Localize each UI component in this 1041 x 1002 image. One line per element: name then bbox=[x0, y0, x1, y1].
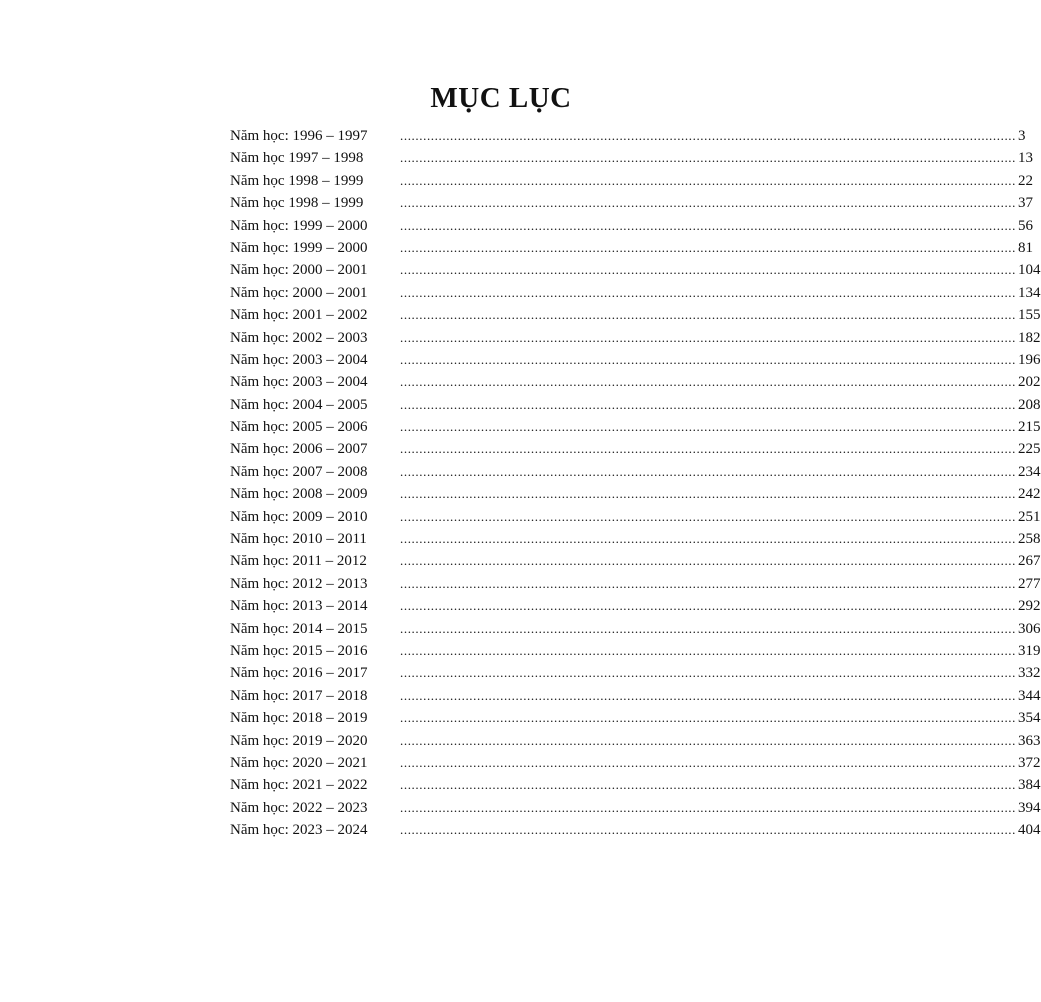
toc-entry bbox=[230, 282, 1041, 304]
toc-dot-leader bbox=[400, 170, 1033, 192]
toc-entry-page-number: 155 bbox=[1016, 304, 1041, 326]
toc-entry-label: Năm học: 2014 – 2015 bbox=[230, 620, 368, 637]
toc-dot-leader bbox=[400, 192, 1033, 214]
toc-entry bbox=[230, 730, 1041, 752]
toc-entry bbox=[230, 215, 1033, 237]
toc-entry-label: Năm học: 2022 – 2023 bbox=[230, 799, 368, 816]
toc-dots: ................................................................................................................................................................ bbox=[400, 419, 1016, 435]
page-title: MỤC LỤC bbox=[430, 82, 572, 114]
toc-entry-label: Năm học: 2015 – 2016 bbox=[230, 642, 368, 659]
toc-entry bbox=[230, 550, 1041, 572]
toc-dots: ................................................................................................................................................................ bbox=[400, 128, 1016, 143]
toc-entry bbox=[230, 349, 1041, 371]
toc-dot-leader bbox=[400, 438, 1041, 460]
toc-entry bbox=[230, 662, 1041, 684]
toc-dots: ................................................................................................................................................................ bbox=[400, 553, 1016, 569]
toc-entry-page-number: 208 bbox=[1016, 394, 1041, 416]
toc-entry-label: Năm học: 2012 – 2013 bbox=[230, 575, 368, 592]
toc-dots: ................................................................................................................................................................ bbox=[400, 665, 1016, 681]
toc-dot-leader bbox=[400, 618, 1041, 640]
toc-entry bbox=[230, 752, 1041, 774]
toc-dots: ................................................................................................................................................................ bbox=[400, 284, 1016, 300]
toc-dots: ................................................................................................................................................................ bbox=[400, 687, 1016, 703]
toc-entry-label: Năm học: 1999 – 2000 bbox=[230, 217, 368, 234]
toc-dot-leader bbox=[400, 282, 1041, 304]
toc-entry-page-number: 196 bbox=[1016, 349, 1041, 371]
toc-entry bbox=[230, 237, 1033, 259]
toc-dots: ................................................................................................................................................................ bbox=[400, 351, 1016, 367]
toc-entry-label: Năm học: 2004 – 2005 bbox=[230, 396, 368, 413]
toc-dots: ................................................................................................................................................................ bbox=[400, 598, 1016, 614]
toc-entry-label: Năm học: 2010 – 2011 bbox=[230, 531, 367, 548]
toc-dot-leader bbox=[400, 752, 1041, 774]
toc-entry-page-number: 22 bbox=[1016, 170, 1033, 192]
toc-dots: ................................................................................................................................................................ bbox=[400, 777, 1016, 793]
toc-dot-leader bbox=[400, 819, 1041, 841]
toc-dot-leader bbox=[400, 685, 1041, 707]
toc-entry-label: Năm học: 2000 – 2001 bbox=[230, 262, 368, 279]
toc-entry-label: Năm học: 2003 – 2004 bbox=[230, 374, 368, 391]
toc-entry-page-number: 182 bbox=[1016, 327, 1041, 349]
toc-entry-page-number: 134 bbox=[1016, 282, 1041, 304]
toc-dots: ................................................................................................................................................................ bbox=[400, 396, 1016, 412]
toc-entry-label: Năm học: 2011 – 2012 bbox=[230, 553, 367, 570]
toc-entry-page-number: 372 bbox=[1016, 752, 1041, 774]
toc-dots: ................................................................................................................................................................ bbox=[400, 150, 1016, 166]
toc-dots: ................................................................................................................................................................ bbox=[400, 374, 1016, 390]
toc-entry-label: Năm học: 2003 – 2004 bbox=[230, 351, 368, 368]
table-of-contents bbox=[230, 125, 1041, 842]
toc-entry-page-number: 242 bbox=[1016, 483, 1041, 505]
toc-entry-page-number: 344 bbox=[1016, 685, 1041, 707]
toc-entry-label: Năm học: 2016 – 2017 bbox=[230, 665, 368, 682]
toc-entry-page-number: 306 bbox=[1016, 618, 1041, 640]
toc-entry-page-number: 56 bbox=[1016, 215, 1033, 237]
toc-entry-label: Năm học: 2021 – 2022 bbox=[230, 777, 368, 794]
toc-entry-label: Năm học: 2013 – 2014 bbox=[230, 598, 368, 615]
toc-entry-page-number: 234 bbox=[1016, 461, 1041, 483]
toc-dot-leader bbox=[400, 640, 1041, 662]
toc-entry-page-number: 319 bbox=[1016, 640, 1041, 662]
toc-dot-leader bbox=[400, 483, 1041, 505]
toc-entry-label: Năm học: 2000 – 2001 bbox=[230, 284, 368, 301]
toc-dot-leader bbox=[400, 304, 1041, 326]
toc-entry bbox=[230, 416, 1041, 438]
toc-dot-leader bbox=[400, 215, 1033, 237]
toc-entry bbox=[230, 797, 1041, 819]
toc-dots: ................................................................................................................................................................ bbox=[400, 486, 1016, 502]
toc-entry bbox=[230, 595, 1041, 617]
toc-dots: ................................................................................................................................................................ bbox=[400, 262, 1016, 278]
toc-dots: ................................................................................................................................................................ bbox=[400, 799, 1016, 815]
toc-dots: ................................................................................................................................................................ bbox=[400, 239, 1016, 255]
toc-entry-label: Năm học: 2001 – 2002 bbox=[230, 307, 368, 324]
toc-dot-leader bbox=[400, 595, 1041, 617]
toc-dot-leader bbox=[400, 730, 1041, 752]
toc-entry-page-number: 277 bbox=[1016, 573, 1041, 595]
toc-entry-page-number: 81 bbox=[1016, 237, 1033, 259]
toc-dots: ................................................................................................................................................................ bbox=[400, 217, 1016, 233]
toc-dots: ................................................................................................................................................................ bbox=[400, 195, 1016, 211]
toc-dot-leader bbox=[400, 394, 1041, 416]
toc-entry bbox=[230, 327, 1041, 349]
toc-entry bbox=[230, 371, 1041, 393]
toc-dots: ................................................................................................................................................................ bbox=[400, 620, 1016, 636]
toc-entry-page-number: 258 bbox=[1016, 528, 1041, 550]
toc-entry bbox=[230, 125, 1026, 147]
toc-dot-leader bbox=[400, 237, 1033, 259]
toc-entry-label: Năm học: 2005 – 2006 bbox=[230, 419, 368, 436]
toc-dot-leader bbox=[400, 259, 1041, 281]
toc-entry-label: Năm học: 1999 – 2000 bbox=[230, 239, 368, 256]
toc-entry-page-number: 267 bbox=[1016, 550, 1041, 572]
toc-entry-page-number: 13 bbox=[1016, 147, 1033, 169]
toc-dots: ................................................................................................................................................................ bbox=[400, 732, 1016, 748]
toc-entry-page-number: 202 bbox=[1016, 371, 1041, 393]
toc-entry bbox=[230, 394, 1041, 416]
toc-dots: ................................................................................................................................................................ bbox=[400, 463, 1016, 479]
toc-entry-page-number: 354 bbox=[1016, 707, 1041, 729]
toc-dots: ................................................................................................................................................................ bbox=[400, 754, 1016, 770]
toc-entry bbox=[230, 640, 1041, 662]
toc-entry bbox=[230, 618, 1041, 640]
toc-entry-page-number: 225 bbox=[1016, 438, 1041, 460]
toc-entry-label: Năm học: 2008 – 2009 bbox=[230, 486, 368, 503]
toc-entry bbox=[230, 192, 1033, 214]
toc-dot-leader bbox=[400, 349, 1041, 371]
toc-entry-page-number: 104 bbox=[1016, 259, 1041, 281]
toc-entry-page-number: 37 bbox=[1016, 192, 1033, 214]
toc-entry-label: Năm học: 2019 – 2020 bbox=[230, 732, 368, 749]
toc-dots: ................................................................................................................................................................ bbox=[400, 508, 1016, 524]
toc-entry bbox=[230, 170, 1033, 192]
toc-entry bbox=[230, 483, 1041, 505]
toc-entry-label: Năm học 1997 – 1998 bbox=[230, 150, 364, 167]
toc-entry-page-number: 3 bbox=[1016, 125, 1026, 147]
toc-dots: ................................................................................................................................................................ bbox=[400, 710, 1016, 726]
toc-entry bbox=[230, 685, 1041, 707]
toc-entry bbox=[230, 528, 1041, 550]
toc-entry-label: Năm học: 2017 – 2018 bbox=[230, 687, 368, 704]
toc-dots: ................................................................................................................................................................ bbox=[400, 642, 1016, 658]
toc-entry bbox=[230, 259, 1041, 281]
toc-entry-page-number: 404 bbox=[1016, 819, 1041, 841]
toc-entry-page-number: 384 bbox=[1016, 774, 1041, 796]
toc-dot-leader bbox=[400, 416, 1041, 438]
toc-entry bbox=[230, 506, 1041, 528]
toc-entry bbox=[230, 304, 1041, 326]
toc-dot-leader bbox=[400, 707, 1041, 729]
toc-dot-leader bbox=[400, 550, 1041, 572]
toc-entry-label: Năm học: 2009 – 2010 bbox=[230, 508, 368, 525]
toc-entry-page-number: 215 bbox=[1016, 416, 1041, 438]
toc-entry-label: Năm học: 2002 – 2003 bbox=[230, 329, 368, 346]
toc-entry bbox=[230, 819, 1041, 841]
toc-entry-page-number: 363 bbox=[1016, 730, 1041, 752]
toc-dot-leader bbox=[400, 573, 1041, 595]
toc-dot-leader bbox=[400, 662, 1041, 684]
toc-entry bbox=[230, 147, 1033, 169]
toc-dot-leader bbox=[400, 147, 1033, 169]
toc-entry-page-number: 292 bbox=[1016, 595, 1041, 617]
toc-dots: ................................................................................................................................................................ bbox=[400, 172, 1016, 188]
toc-dot-leader bbox=[400, 774, 1041, 796]
toc-entry-label: Năm học: 2023 – 2024 bbox=[230, 822, 368, 839]
toc-entry-label: Năm học: 2020 – 2021 bbox=[230, 754, 368, 771]
toc-entry bbox=[230, 707, 1041, 729]
toc-dots: ................................................................................................................................................................ bbox=[400, 307, 1016, 323]
toc-dots: ................................................................................................................................................................ bbox=[400, 575, 1016, 591]
toc-entry-page-number: 394 bbox=[1016, 797, 1041, 819]
toc-dot-leader bbox=[400, 797, 1041, 819]
toc-entry-label: Năm học: 1996 – 1997 bbox=[230, 128, 368, 144]
toc-entry-label: Năm học: 2006 – 2007 bbox=[230, 441, 368, 458]
toc-dot-leader bbox=[400, 461, 1041, 483]
toc-entry-label: Năm học: 2018 – 2019 bbox=[230, 710, 368, 727]
toc-dot-leader bbox=[400, 371, 1041, 393]
toc-entry-label: Năm học 1998 – 1999 bbox=[230, 172, 364, 189]
toc-entry bbox=[230, 573, 1041, 595]
toc-dot-leader bbox=[400, 327, 1041, 349]
toc-dots: ................................................................................................................................................................ bbox=[400, 531, 1016, 547]
toc-entry-label: Năm học: 2007 – 2008 bbox=[230, 463, 368, 480]
toc-entry bbox=[230, 438, 1041, 460]
toc-dots: ................................................................................................................................................................ bbox=[400, 822, 1016, 838]
toc-dots: ................................................................................................................................................................ bbox=[400, 329, 1016, 345]
toc-dot-leader bbox=[400, 125, 1026, 147]
toc-dot-leader bbox=[400, 528, 1041, 550]
toc-dots: ................................................................................................................................................................ bbox=[400, 441, 1016, 457]
toc-entry bbox=[230, 461, 1041, 483]
toc-entry bbox=[230, 774, 1041, 796]
toc-entry-page-number: 251 bbox=[1016, 506, 1041, 528]
toc-entry-page-number: 332 bbox=[1016, 662, 1041, 684]
toc-dot-leader bbox=[400, 506, 1041, 528]
toc-entry-label: Năm học 1998 – 1999 bbox=[230, 195, 364, 212]
